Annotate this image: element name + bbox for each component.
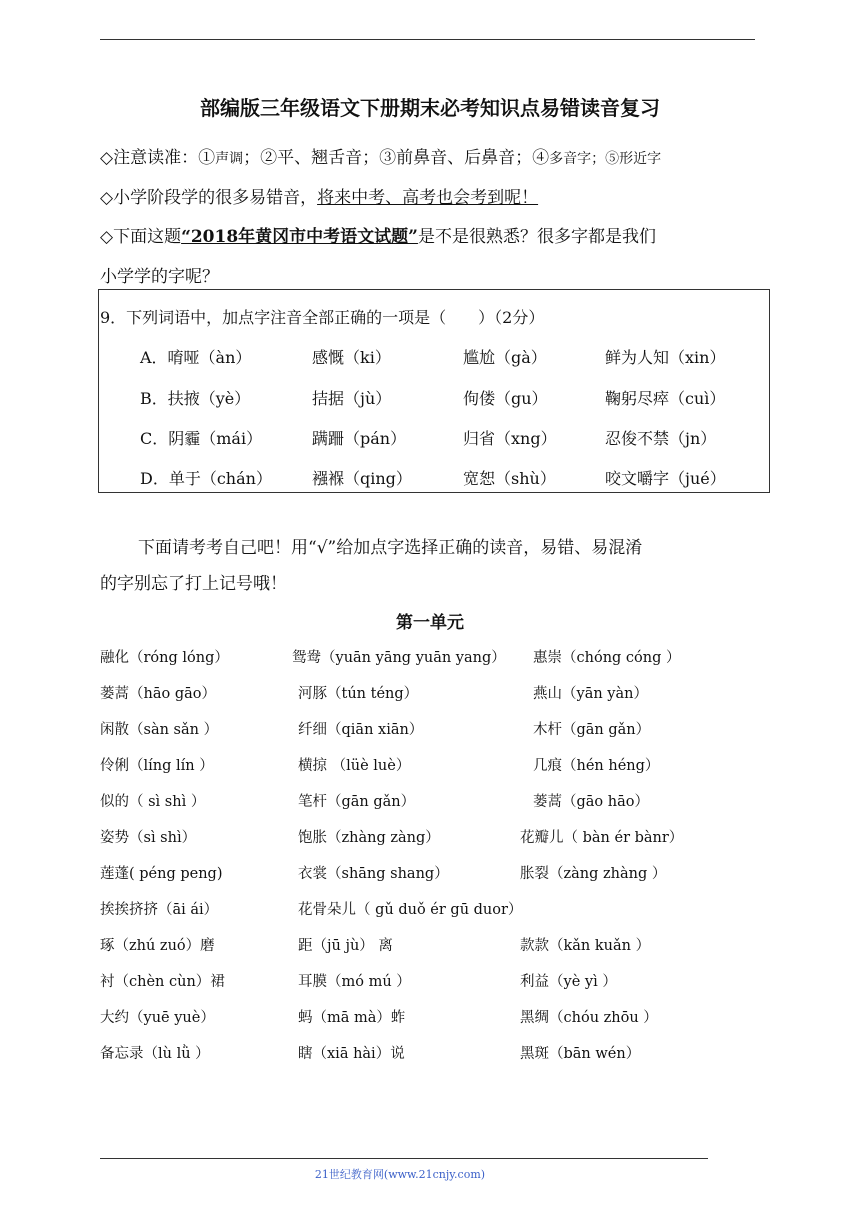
word-item-12-2: 瞎（xiā hài）说: [298, 1046, 405, 1062]
note-2-prefix: ◇小学阶段学的很多易错音，: [100, 188, 318, 208]
note-1-prefix: ◇注意读准：①: [100, 148, 216, 168]
unit-title: 第一单元: [396, 613, 464, 633]
top-rule: [100, 39, 755, 40]
note-1-b: ；②平、翘舌音；③前鼻音、后鼻音；④: [243, 148, 550, 168]
word-item-3-1: 闲散（sàn sǎn ）: [100, 722, 219, 738]
question-option-1-2: 感慨（ki）: [312, 348, 391, 367]
word-item-2-1: 蒌蒿（hāo gāo）: [100, 686, 216, 702]
word-item-8-2: 花骨朵儿（ gǔ duǒ ér gū duor）: [298, 902, 523, 918]
note-1-a: 声调: [215, 151, 244, 167]
word-item-7-3: 胀裂（zàng zhàng ）: [520, 866, 667, 882]
word-item-6-1: 姿势（sì shì）: [100, 830, 197, 846]
word-item-5-2: 笔杆（gān gǎn）: [298, 794, 416, 810]
question-stem: 9．下列词语中，加点字注音全部正确的一项是（ ）（2分）: [100, 308, 545, 327]
word-item-11-1: 大约（yuē yuè）: [100, 1010, 215, 1026]
footer-link: 21世纪教育网(www.21cnjy.com): [314, 1168, 486, 1181]
question-option-2-3: 佝偻（gu）: [463, 389, 548, 408]
note-1-c: 多音字；⑤形近字: [549, 151, 662, 167]
word-item-4-3: 几痕（hén héng）: [533, 758, 660, 774]
word-item-7-1: 莲蓬( péng peng): [100, 866, 223, 882]
page-title: 部编版三年级语文下册期末必考知识点易错读音复习: [200, 96, 660, 120]
word-item-1-1: 融化（róng lóng）: [100, 650, 229, 666]
note-1: [100, 143, 661, 168]
word-item-5-3: 蒌蒿（gāo hāo）: [533, 794, 649, 810]
instruction: [100, 530, 780, 602]
word-item-7-2: 衣裳（shāng shang）: [298, 866, 449, 882]
question-option-1-4: 鲜为人知（xin）: [605, 348, 726, 367]
word-item-6-3: 花瓣儿（ bàn ér bànr）: [520, 830, 684, 846]
question-option-4-1: D．单于（chán）: [140, 469, 272, 488]
word-item-12-1: 备忘录（lù lǜ ）: [100, 1046, 210, 1062]
word-item-9-2: 距（jū jù） 离: [298, 938, 393, 954]
word-item-8-1: 挨挨挤挤（āi ái）: [100, 902, 219, 918]
question-option-2-1: B．扶掖（yè）: [140, 389, 251, 408]
question-option-3-3: 归省（xng）: [463, 429, 557, 448]
word-item-11-2: 蚂（mā mà）蚱: [298, 1010, 406, 1026]
question-option-1-3: 尴尬（gà）: [463, 348, 547, 367]
word-item-3-3: 木杆（gān gǎn）: [533, 722, 651, 738]
word-item-4-1: 伶俐（líng lín ）: [100, 758, 214, 774]
word-item-10-1: 衬（chèn cùn）裙: [100, 974, 225, 990]
note-2-underlined: 将来中考、高考也会考到呢！: [317, 188, 539, 208]
question-option-2-4: 鞠躬尽瘁（cuì）: [605, 389, 726, 408]
question-option-3-1: C．阴霾（mái）: [140, 429, 263, 448]
word-item-6-2: 饱胀（zhàng zàng）: [298, 830, 440, 846]
word-item-3-2: 纤细（qiān xiān）: [298, 722, 424, 738]
word-item-11-3: 黑绸（chóu zhōu ）: [520, 1010, 658, 1026]
word-item-9-3: 款款（kǎn kuǎn ）: [520, 938, 651, 954]
note-3-suffix: 是不是很熟悉？很多字都是我们: [417, 227, 656, 247]
question-option-4-3: 宽恕（shù）: [463, 469, 556, 488]
word-item-10-3: 利益（yè yì ）: [520, 974, 617, 990]
question-option-3-2: 蹒跚（pán）: [312, 429, 407, 448]
instruction-line-1: 下面请考考自己吧！用“√”给加点字选择正确的读音，易错、易混淆: [138, 538, 643, 558]
note-2: [100, 183, 538, 208]
word-item-2-2: 河豚（tún téng）: [298, 686, 419, 702]
word-item-12-3: 黑斑（bān wén）: [520, 1046, 641, 1062]
question-option-2-2: 拮据（jù）: [312, 389, 392, 408]
note-3-prefix: ◇下面这题: [100, 227, 182, 247]
question-option-3-4: 忍俊不禁（jn）: [605, 429, 717, 448]
note-3-line2: 小学学的字呢？: [100, 267, 219, 287]
word-item-5-1: 似的（ sì shì ）: [100, 794, 206, 810]
question-option-4-4: 咬文嚼字（jué）: [605, 469, 726, 488]
bottom-rule: [100, 1158, 708, 1159]
question-option-4-2: 襁褓（qing）: [312, 469, 412, 488]
note-3: [100, 222, 656, 247]
word-item-10-2: 耳膜（mó mú ）: [298, 974, 411, 990]
instruction-line-2: 的字别忘了打上记号哦！: [100, 574, 287, 594]
word-item-1-2: 鸳鸯（yuān yāng yuān yang）: [292, 650, 506, 666]
word-item-1-3: 惠崇（chóng cóng ）: [533, 650, 681, 666]
word-item-2-3: 燕山（yān yàn）: [533, 686, 648, 702]
note-3-exam-title: “2018年黄冈市中考语文试题”: [181, 227, 418, 247]
word-item-9-1: 琢（zhú zuó）磨: [100, 938, 215, 954]
word-item-4-2: 横掠 （lüè luè）: [298, 758, 411, 774]
question-option-1-1: A．唷哑（àn）: [140, 348, 252, 367]
